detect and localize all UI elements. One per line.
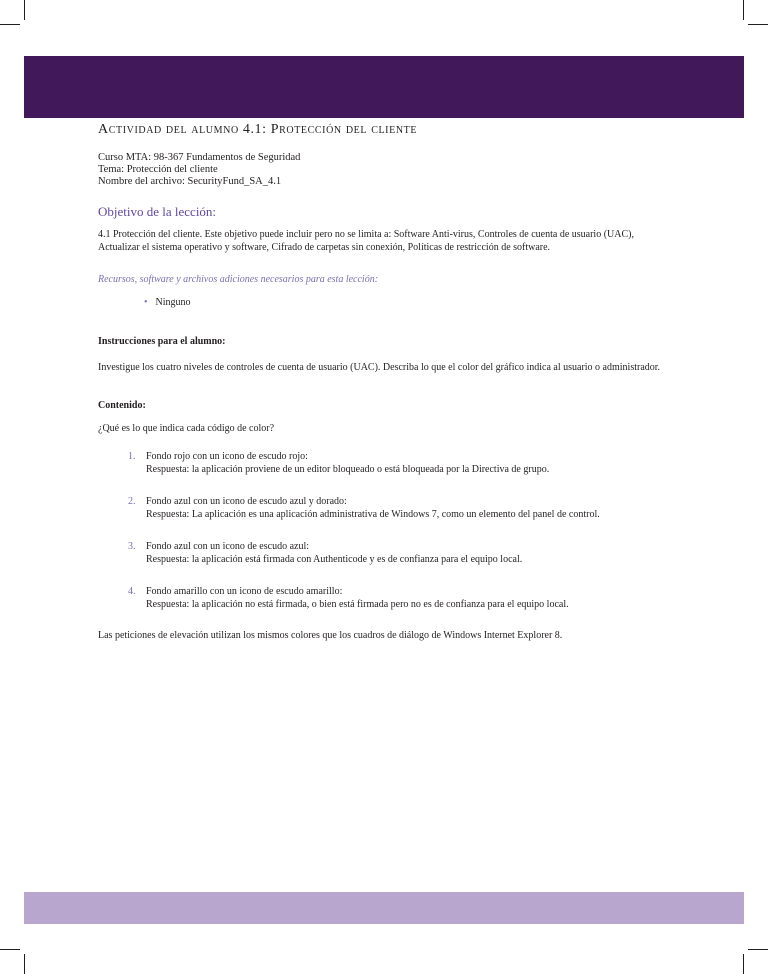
- item-label: Fondo azul con un icono de escudo azul:: [146, 541, 310, 552]
- course-meta: [98, 152, 668, 188]
- crop-mark: [24, 0, 25, 20]
- color-code-list: [130, 450, 668, 611]
- course-line: Curso MTA: 98-367 Fundamentos de Seguridad: [98, 152, 301, 163]
- objective-heading: Objetivo de la lección:: [98, 204, 217, 219]
- page-title: Actividad del alumno 4.1: Protección del cliente: [98, 122, 418, 137]
- content-question: ¿Qué es lo que indica cada código de color?: [98, 423, 275, 434]
- crop-mark: [743, 954, 744, 974]
- objective-text: 4.1 Protección del cliente. Este objetivo puede incluir pero no se limita a: Software Anti-virus, Controles de cuenta de usuario (UAC), Actualizar el sistema operativo y software, Cifrado de carpetas sin conexión, Políticas de restricción de software.: [98, 229, 634, 253]
- crop-mark: [748, 949, 768, 950]
- crop-mark: [24, 954, 25, 974]
- bullet-icon: •: [144, 297, 148, 308]
- item-answer: Respuesta: la aplicación proviene de un editor bloqueado o está bloqueada por la Directiva de grupo.: [146, 464, 550, 475]
- list-item: • Ninguno: [144, 297, 191, 308]
- crop-mark: [0, 949, 20, 950]
- instructions-text: Investigue los cuatro niveles de controles de cuenta de usuario (UAC). Describa lo que el color del gráfico indica al usuario o administrador.: [98, 362, 661, 373]
- list-item: 1. Fondo rojo con un icono de escudo rojo: Respuesta: la aplicación proviene de un editor bloqueado o está bloqueada por la Directiva de grupo.: [130, 450, 668, 476]
- resources-list: [144, 297, 668, 308]
- list-item: 3. Fondo azul con un icono de escudo azul: Respuesta: la aplicación está firmada con Authenticode y es de confianza para el equipo local.: [130, 540, 668, 566]
- crop-mark: [0, 24, 20, 25]
- item-label: Fondo amarillo con un icono de escudo amarillo:: [146, 586, 343, 597]
- crop-mark: [748, 24, 768, 25]
- crop-mark: [743, 0, 744, 20]
- topic-line: Tema: Protección del cliente: [98, 164, 218, 175]
- content-heading: Contenido:: [98, 400, 146, 411]
- list-item: 2. Fondo azul con un icono de escudo azul y dorado: Respuesta: La aplicación es una aplicación administrativa de Windows 7, como un elemento del panel de control.: [130, 495, 668, 521]
- resources-heading: Recursos, software y archivos adiciones necesarios para esta lección:: [98, 274, 379, 285]
- header-band: [24, 56, 744, 118]
- list-item: 4. Fondo amarillo con un icono de escudo amarillo: Respuesta: la aplicación no está firmada, o bien está firmada pero no es de confianza para el equipo local.: [130, 585, 668, 611]
- instructions-heading: Instrucciones para el alumno:: [98, 336, 226, 347]
- footer-band: [24, 892, 744, 924]
- item-answer: Respuesta: la aplicación está firmada con Authenticode y es de confianza para el equipo local.: [146, 554, 523, 565]
- item-label: Fondo rojo con un icono de escudo rojo:: [146, 451, 308, 462]
- item-label: Fondo azul con un icono de escudo azul y dorado:: [146, 496, 347, 507]
- filename-line: Nombre del archivo: SecurityFund_SA_4.1: [98, 176, 282, 187]
- document-body: [98, 122, 668, 641]
- item-answer: Respuesta: La aplicación es una aplicación administrativa de Windows 7, como un elemento del panel de control.: [146, 509, 600, 520]
- item-answer: Respuesta: la aplicación no está firmada, o bien está firmada pero no es de confianza para el equipo local.: [146, 599, 569, 610]
- closing-text: Las peticiones de elevación utilizan los mismos colores que los cuadros de diálogo de Windows Internet Explorer 8.: [98, 630, 563, 641]
